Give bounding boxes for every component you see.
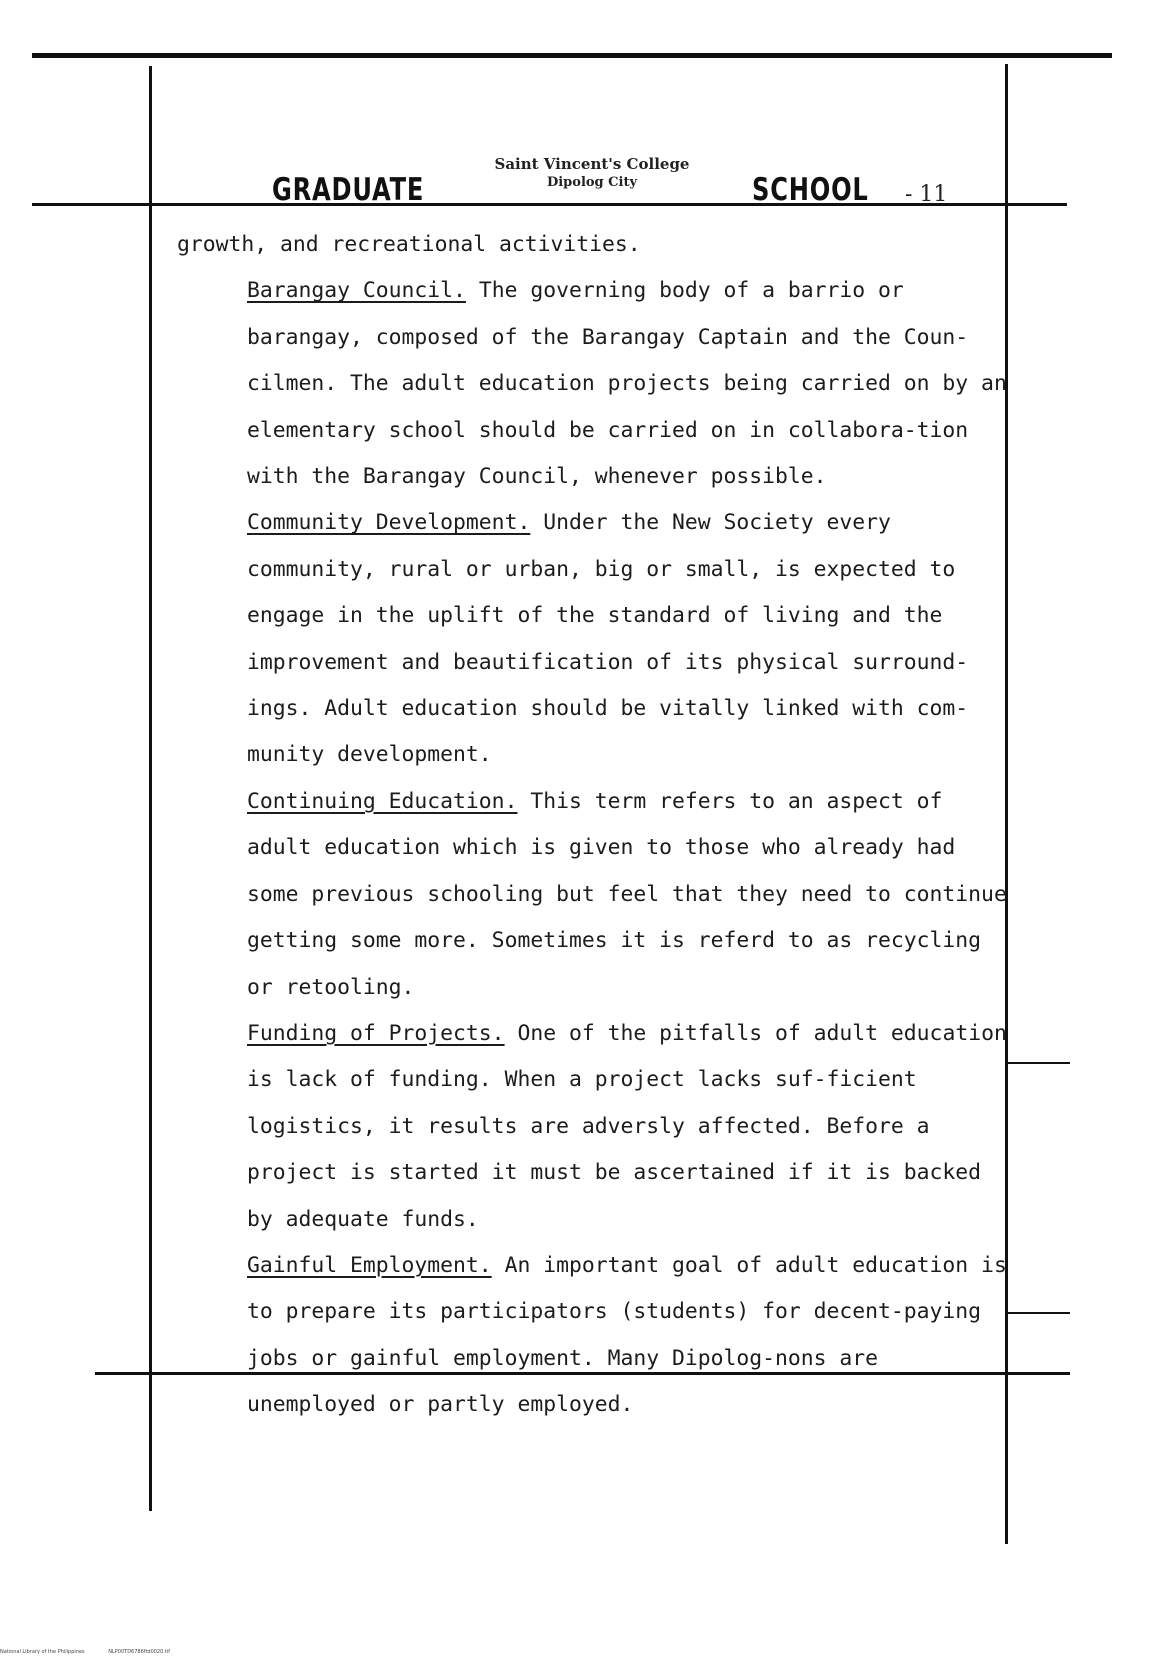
entry-paragraph: [177, 1011, 1007, 1243]
entry-term: Continuing Education.: [247, 788, 518, 814]
left-margin-line: [149, 66, 152, 1511]
entry-term: Gainful Employment.: [247, 1252, 492, 1278]
entry-paragraph: [177, 268, 1007, 500]
footer-library: National Library of the Philippines: [0, 1649, 85, 1655]
entry-term: Community Development.: [247, 510, 531, 536]
header-school: SCHOOL: [752, 172, 869, 208]
entry-paragraph: [177, 500, 1007, 778]
page-number: - 11: [905, 182, 948, 207]
college-name: Saint Vincent's College: [494, 155, 690, 173]
scan-footer: [0, 1649, 192, 1655]
entry-paragraph: [177, 1243, 1007, 1429]
college-city: Dipolog City: [546, 175, 638, 190]
top-rule: [32, 53, 1112, 58]
footer-file: NLP00TD6786ftd0020.tif: [108, 1649, 170, 1655]
entry-text: This term refers to an aspect of adult education which is given to those who already had some previous schooling but feel that they need to continue getting some more. Sometimes it is referd to as recycling or retooling.: [247, 788, 1007, 1000]
continuation-paragraph: growth, and recreational activities.: [177, 232, 641, 257]
entry-text: Under the New Society every community, rural or urban, big or small, is expected to engage in the uplift of the standard of living and the improvement and beautification of its physical surround-ings. Adult education should be vitally linked with com-munity development.: [247, 510, 969, 768]
entry-paragraph: [177, 779, 1007, 1011]
header-college-block: [462, 156, 722, 191]
entry-text: The governing body of a barrio or barangay, composed of the Barangay Captain and the Coun-cilmen. The adult education projects being carried on by an elementary school should be carried on in collabora-tion with the Barangay Council, whenever possible.: [247, 278, 1007, 490]
right-tab-mark-1: [1008, 1062, 1070, 1064]
entry-term: Barangay Council.: [247, 278, 466, 304]
entry-text: An important goal of adult education is to prepare its participators (students) for decent-paying jobs or gainful employment. Many Dipolog-nons are unemployed or partly employed.: [247, 1252, 1007, 1418]
header-graduate: GRADUATE: [272, 172, 425, 208]
right-tab-mark-2: [1008, 1312, 1070, 1314]
document-body: [177, 222, 1007, 1429]
entry-text: One of the pitfalls of adult education is lack of funding. When a project lacks suf-ficient logistics, it results are adversly affected. Before a project is started it must be ascertained if it is backed by adequate funds.: [247, 1020, 1007, 1232]
entry-term: Funding of Projects.: [247, 1020, 505, 1046]
